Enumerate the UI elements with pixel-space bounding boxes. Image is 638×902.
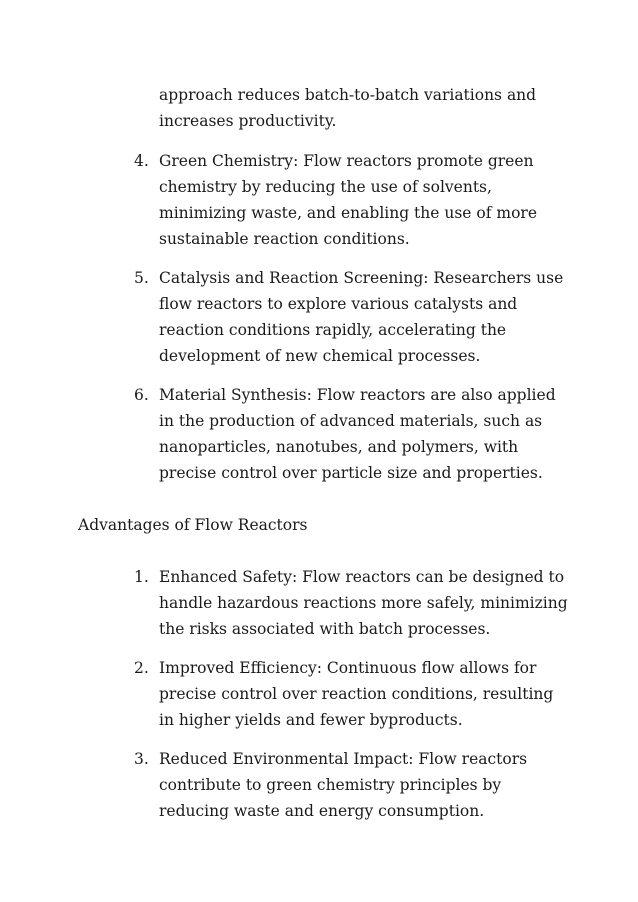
list-item-text: Improved Efficiency: Continuous flow allows for precise control over reaction conditions, resulting in higher yields and fewer byproducts. [159, 659, 554, 729]
section-heading: Advantages of Flow Reactors [78, 516, 308, 534]
list-item [120, 746, 580, 824]
list-item [120, 564, 580, 642]
continuation-paragraph: approach reduces batch-to-batch variations and increases productivity. [159, 86, 537, 130]
advantages-list [120, 564, 580, 837]
list-item [120, 265, 580, 369]
list-item [120, 382, 580, 486]
applications-list [120, 148, 580, 499]
list-item-number: 5. [134, 269, 149, 287]
list-item-number: 3. [134, 750, 149, 768]
list-item-number: 2. [134, 659, 149, 677]
list-item-text: Reduced Environmental Impact: Flow reactors contribute to green chemistry principles by reducing waste and energy consumption. [159, 750, 528, 820]
list-item-number: 1. [134, 568, 149, 586]
list-item-text: Catalysis and Reaction Screening: Researchers use flow reactors to explore various catalysts and reaction conditions rapidly, accelerating the development of new chemical processes. [159, 269, 564, 365]
list-item-number: 6. [134, 386, 149, 404]
list-item-text: Material Synthesis: Flow reactors are also applied in the production of advanced materials, such as nanoparticles, nanotubes, and polymers, with precise control over particle size and properties. [159, 386, 556, 482]
list-item-text: Enhanced Safety: Flow reactors can be designed to handle hazardous reactions more safely, minimizing the risks associated with batch processes. [159, 568, 568, 638]
list-item [120, 148, 580, 252]
list-item-text: Green Chemistry: Flow reactors promote green chemistry by reducing the use of solvents, minimizing waste, and enabling the use of more sustainable reaction conditions. [159, 152, 538, 248]
list-item [120, 655, 580, 733]
list-item-number: 4. [134, 152, 149, 170]
